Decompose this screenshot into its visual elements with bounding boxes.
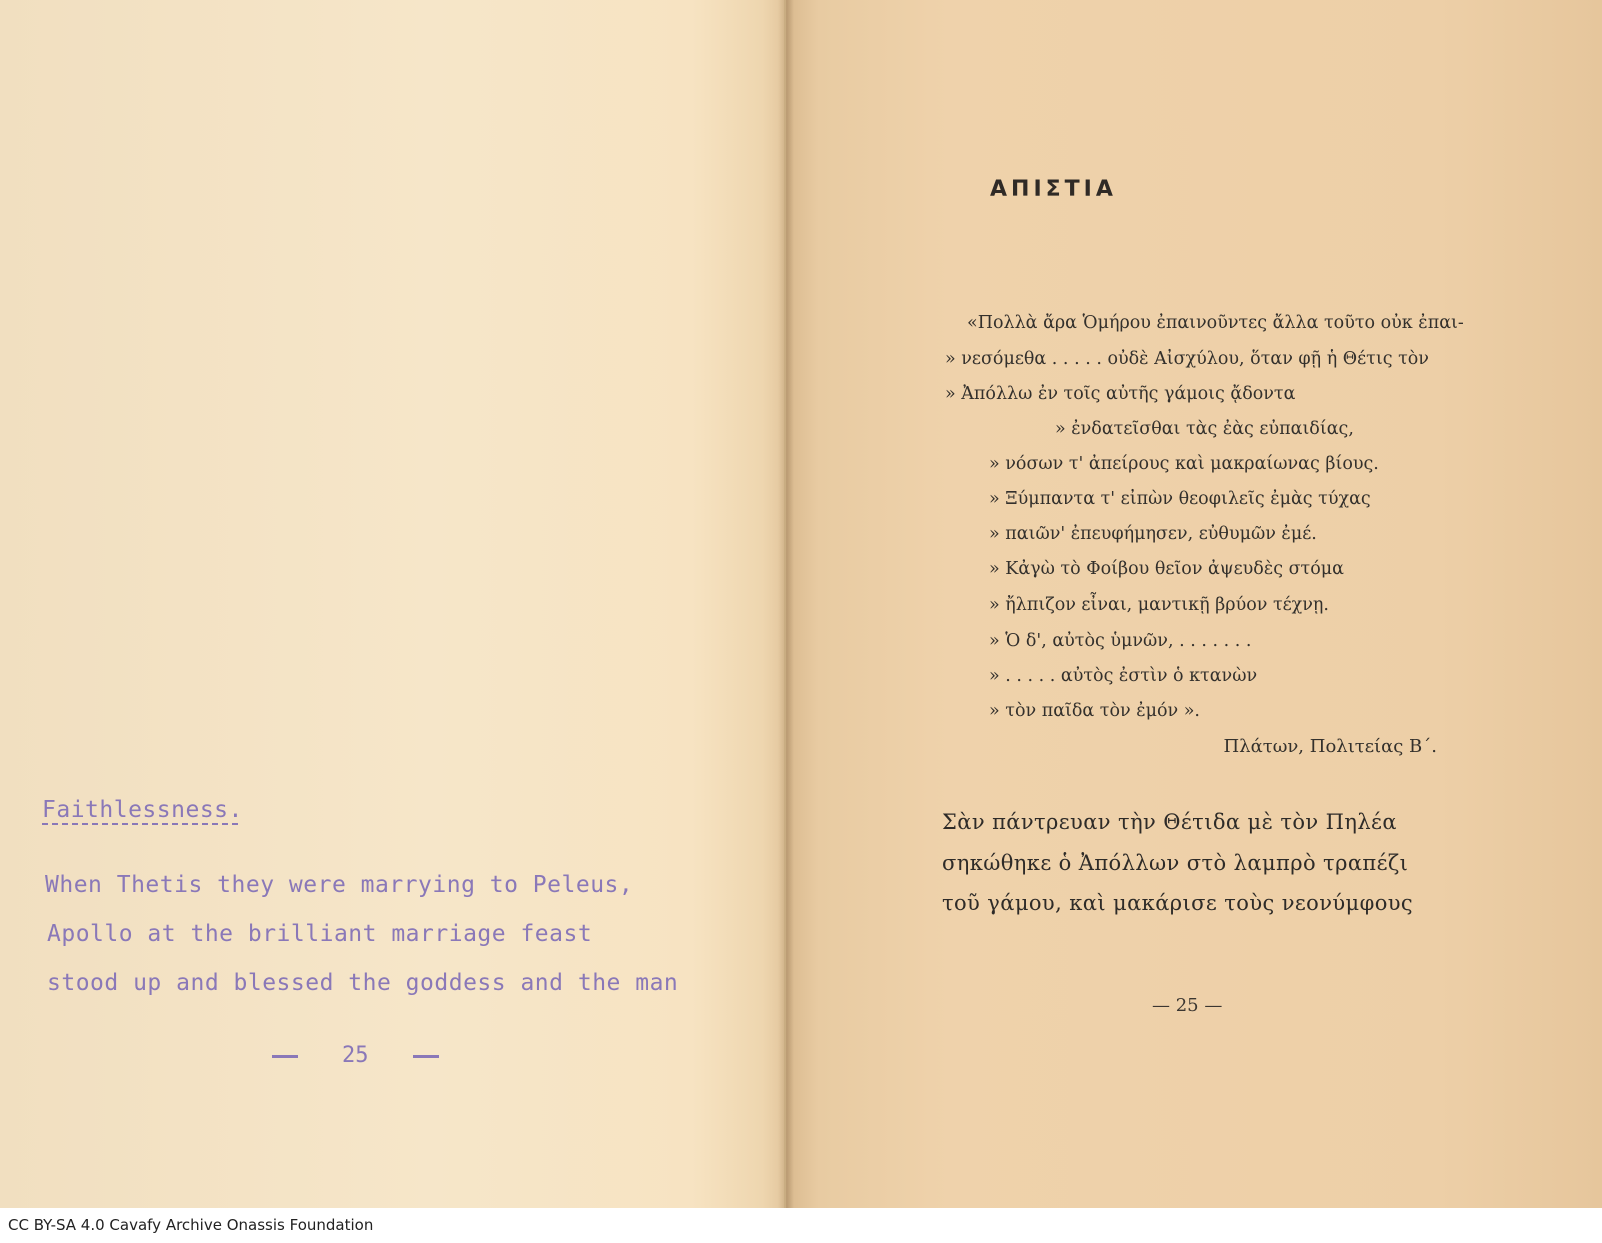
epigraph-line: » Ἀπόλλω ἐν τοῖς αὐτῆς γάμοις ᾄδοντα <box>945 384 1296 404</box>
book-gutter <box>778 0 794 1208</box>
epigraph-line: » τὸν παῖδα τὸν ἐμόν ». <box>989 701 1200 721</box>
left-page <box>0 0 786 1208</box>
translation-line: stood up and blessed the goddess and the man <box>47 970 679 996</box>
dash-right <box>413 1055 439 1058</box>
poem-line: τοῦ γάμου, καὶ μακάρισε τοὺς νεονύμφους <box>942 891 1414 915</box>
right-page-number: — 25 — <box>1152 995 1223 1016</box>
left-page-number-value: 25 <box>342 1043 369 1068</box>
epigraph-attribution: Πλάτων, Πολιτείας Β΄. <box>1223 736 1437 757</box>
page-edge <box>784 0 786 1208</box>
epigraph-line: » παιῶν' ἐπευφήμησεν, εὐθυμῶν ἐμέ. <box>989 524 1317 544</box>
title-underline <box>42 823 238 825</box>
epigraph-line: «Πολλὰ ἄρα Ὁμήρου ἐπαινοῦντες ἄλλα τοῦτο οὐκ ἐπαι- <box>967 313 1464 333</box>
translation-title: Faithlessness. <box>42 797 243 823</box>
poem-line: Σὰν πάντρευαν τὴν Θέτιδα μὲ τὸν Πηλέα <box>942 810 1397 834</box>
left-page-number <box>268 1043 448 1068</box>
epigraph-line: » Ξύμπαντα τ' εἰπὼν θεοφιλεῖς ἐμὰς τύχας <box>989 489 1371 509</box>
epigraph-line: » νόσων τ' ἀπείρους καὶ μακραίωνας βίους. <box>989 454 1379 474</box>
epigraph-line: » ἤλπιζον εἶναι, μαντικῇ βρύον τέχνῃ. <box>989 595 1329 615</box>
epigraph-line: » . . . . . αὐτὸς ἐστὶν ὁ κτανὼν <box>989 666 1258 686</box>
epigraph-line: » ἐνδατεῖσθαι τὰς ἐὰς εὐπαιδίας, <box>1055 419 1354 439</box>
translation-line: When Thetis they were marrying to Peleus, <box>45 872 634 898</box>
epigraph-line: » Κἀγὼ τὸ Φοίβου θεῖον ἀψευδὲς στόμα <box>989 559 1344 579</box>
poem-line: σηκώθηκε ὁ Ἀπόλλων στὸ λαμπρὸ τραπέζι <box>942 851 1409 875</box>
license-credit: CC BY-SA 4.0 Cavafy Archive Onassis Foundation <box>8 1216 374 1234</box>
epigraph-line: » Ὁ δ', αὐτὸς ὑμνῶν, . . . . . . . <box>989 631 1252 651</box>
dash-left <box>272 1055 298 1058</box>
poem-heading: ΑΠΙΣΤΙΑ <box>990 177 1117 202</box>
epigraph-line: » νεσόμεθα . . . . . οὐδὲ Αἰσχύλου, ὅταν φῇ ἡ Θέτις τὸν <box>945 349 1429 369</box>
translation-line: Apollo at the brilliant marriage feast <box>47 921 593 947</box>
